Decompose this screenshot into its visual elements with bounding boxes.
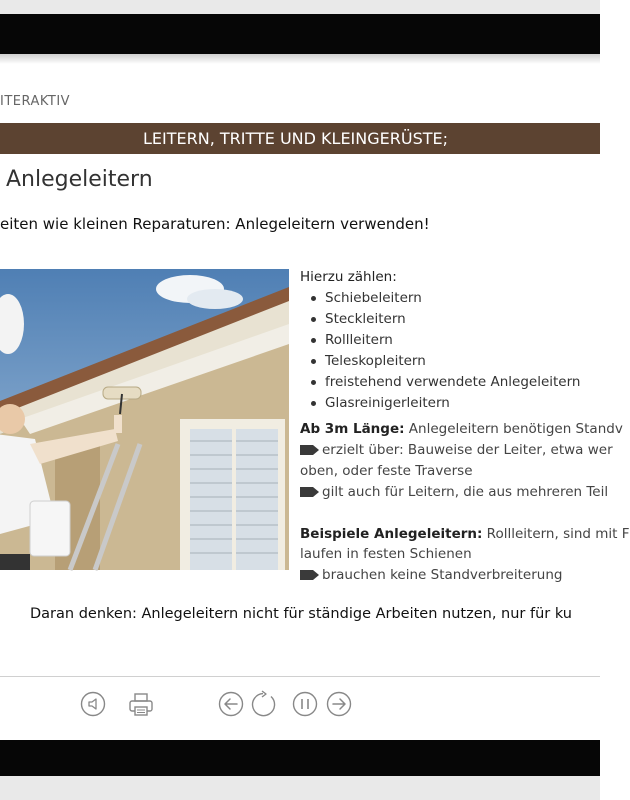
list-title: Hierzu zählen: xyxy=(300,269,397,285)
list-item: freistehend verwendete Anlegeleitern xyxy=(307,374,581,395)
reminder-text: Daran denken: Anlegeleitern nicht für ständige Arbeiten nutzen, nur für ku xyxy=(30,606,572,622)
list-item: Teleskopleitern xyxy=(307,353,581,374)
device-frame-top xyxy=(0,0,600,14)
length-note-point-text: erzielt über: Bauweise der Leiter, etwa wer xyxy=(322,442,613,458)
bezel-shadow xyxy=(0,54,600,64)
arrow-icon xyxy=(300,487,319,497)
example-note xyxy=(300,526,630,542)
painter-on-ladder-photo xyxy=(0,269,289,570)
length-note-text: Anlegeleitern benötigen Standv xyxy=(404,421,623,437)
back-icon[interactable] xyxy=(217,690,245,718)
example-note-point-text: brauchen keine Standverbreiterung xyxy=(322,567,563,583)
forward-icon[interactable] xyxy=(325,690,353,718)
page-heading: Anlegeleitern xyxy=(6,167,153,192)
arrow-icon xyxy=(300,445,319,455)
example-note-point xyxy=(300,567,562,583)
list-item: Glasreinigerleitern xyxy=(307,395,581,416)
length-note xyxy=(300,421,623,437)
banner-title: LEITERN, TRITTE UND KLEINGERÜSTE; xyxy=(143,129,449,148)
device-bezel-top xyxy=(0,14,600,54)
pause-icon[interactable] xyxy=(291,690,319,718)
length-note-point xyxy=(300,484,608,500)
list-item: Steckleitern xyxy=(307,311,581,332)
list-item: Rollleitern xyxy=(307,332,581,353)
print-icon[interactable] xyxy=(127,690,155,718)
example-note-line: laufen in festen Schienen xyxy=(300,546,472,562)
arrow-icon xyxy=(300,570,319,580)
ladder-type-list xyxy=(307,290,581,416)
length-note-line: oben, oder feste Traverse xyxy=(300,463,473,479)
length-note-point-text: gilt auch für Leitern, die aus mehreren Teil xyxy=(322,484,609,500)
list-item: Schiebeleitern xyxy=(307,290,581,311)
example-note-label: Beispiele Anlegeleitern: xyxy=(300,526,483,542)
replay-icon[interactable] xyxy=(251,690,279,718)
example-note-text: Rollleitern, sind mit F xyxy=(482,526,630,542)
length-note-label: Ab 3m Länge: xyxy=(300,421,405,437)
audio-icon[interactable] xyxy=(79,690,107,718)
length-note-point xyxy=(300,442,613,458)
controls-divider xyxy=(0,676,600,677)
title-banner xyxy=(0,123,600,154)
device-bezel-bottom xyxy=(0,740,600,776)
device-frame-bottom xyxy=(0,776,600,800)
brand-label: ITERAKTIV xyxy=(0,94,71,109)
intro-text: eiten wie kleinen Reparaturen: Anlegeleitern verwenden! xyxy=(0,215,430,233)
